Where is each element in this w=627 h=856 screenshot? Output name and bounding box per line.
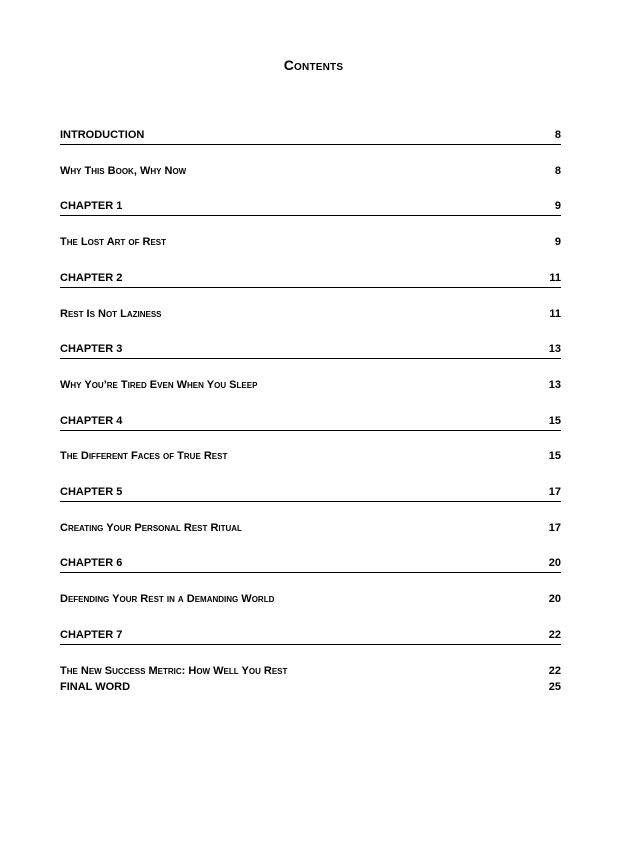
toc-entry-chapter-5[interactable] (60, 485, 561, 502)
toc-entry-page: 13 (548, 343, 561, 355)
toc-entry-why-this-book[interactable] (60, 164, 561, 180)
toc-entry-label: The New Success Metric: How Well You Rest (60, 665, 288, 677)
toc-entry-label: Why This Book, Why Now (60, 165, 187, 177)
toc-entry-chapter-4[interactable] (60, 414, 561, 431)
toc-entry-label: FINAL WORD (60, 681, 131, 693)
toc-entry-chapter-6[interactable] (60, 556, 561, 573)
toc-entry-label: CHAPTER 3 (60, 343, 123, 355)
toc-entry-label: CHAPTER 7 (60, 629, 123, 641)
toc-entry-chapter-2[interactable] (60, 271, 561, 288)
toc-entry-page: 17 (548, 486, 561, 498)
toc-entry-rest-not-laziness[interactable] (60, 307, 561, 323)
toc-entry-page: 8 (554, 165, 561, 177)
toc-entry-page: 25 (548, 681, 561, 693)
toc-entry-tired-even-when-sleep[interactable] (60, 378, 561, 394)
toc-entry-page: 11 (549, 272, 561, 284)
toc-entry-label: CHAPTER 5 (60, 486, 123, 498)
page-title: Contents (283, 57, 344, 73)
toc-entry-page: 15 (548, 450, 561, 462)
toc-entry-different-faces-of-rest[interactable] (60, 449, 561, 465)
toc-entry-page: 9 (554, 200, 561, 212)
toc-entry-page: 20 (548, 557, 561, 569)
toc-entry-page: 15 (548, 415, 561, 427)
toc-entry-page: 9 (554, 236, 561, 248)
toc-entry-label: CHAPTER 1 (60, 200, 123, 212)
toc-entry-defending-your-rest[interactable] (60, 592, 561, 608)
toc-entry-label: CHAPTER 2 (60, 272, 123, 284)
toc-entry-label: Why You’re Tired Even When You Sleep (60, 379, 258, 391)
toc-entry-new-success-metric[interactable] (60, 664, 561, 680)
toc-entry-chapter-7[interactable] (60, 628, 561, 645)
toc-entry-label: INTRODUCTION (60, 129, 145, 141)
toc-entry-page: 17 (548, 522, 561, 534)
toc-entry-chapter-3[interactable] (60, 342, 561, 359)
toc-entry-page: 22 (548, 629, 561, 641)
toc-entry-page: 13 (548, 379, 561, 391)
toc-entry-personal-rest-ritual[interactable] (60, 521, 561, 537)
toc-entry-label: CHAPTER 6 (60, 557, 123, 569)
toc-entry-page: 22 (548, 665, 561, 677)
toc-entry-introduction[interactable] (60, 128, 561, 145)
toc-entry-lost-art-of-rest[interactable] (60, 235, 561, 251)
toc-entry-page: 11 (549, 308, 561, 320)
toc-entry-final-word[interactable] (60, 680, 561, 696)
toc-entry-label: The Different Faces of True Rest (60, 450, 228, 462)
toc-entry-page: 20 (548, 593, 561, 605)
toc-entry-label: The Lost Art of Rest (60, 236, 167, 248)
toc-entry-chapter-1[interactable] (60, 199, 561, 216)
toc-entry-label: CHAPTER 4 (60, 415, 123, 427)
toc-entry-label: Rest Is Not Laziness (60, 308, 162, 320)
toc-entry-page: 8 (554, 129, 561, 141)
toc-entry-label: Defending Your Rest in a Demanding World (60, 593, 275, 605)
toc-entry-label: Creating Your Personal Rest Ritual (60, 522, 242, 534)
